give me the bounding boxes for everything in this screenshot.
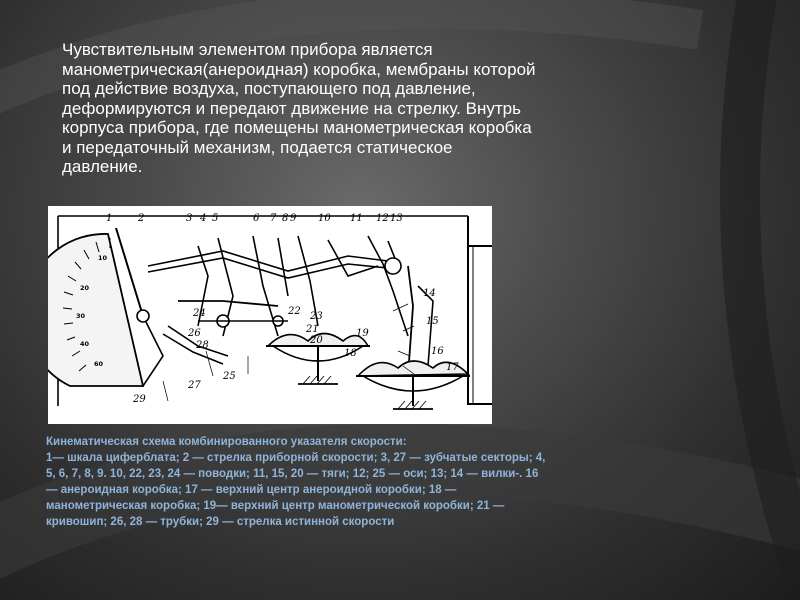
label-part-3: 3 [186,213,193,224]
label-part-27: 27 [188,380,201,391]
label-part-7: 7 [270,213,277,224]
label-part-28: 28 [196,340,209,351]
label-part-8: 8 [282,213,289,224]
label-part-25: 25 [223,371,236,382]
label-part-26: 26 [188,328,201,339]
label-part-22: 22 [288,306,301,317]
body-text: Чувствительным элементом прибора является манометрическая(анероидная) коробка, мембраны которой под действие воздуха, поступающего под давление, деформируются и передают движение на стрелку. Внутрь корпуса прибора, где помещены манометрическая коробка и передаточный механизм, подается статическое давление. [62,40,536,176]
label-part-18: 18 [344,348,357,359]
label-part-17: 17 [446,362,459,373]
dial-mark-20: 20 [80,284,90,292]
label-part-19: 19 [356,328,369,339]
label-part-2: 2 [138,213,145,224]
label-part-10: 10 [318,213,331,224]
dial-mark-30: 30 [76,312,86,320]
diagram-drawing [48,206,492,424]
label-part-12: 12 [376,213,389,224]
dial-mark-60: 60 [94,360,104,368]
label-part-1: 1 [106,213,113,224]
label-part-29: 29 [133,394,146,405]
label-part-20: 20 [310,335,323,346]
label-part-16: 16 [431,346,444,357]
label-part-24: 24 [193,308,206,319]
kinematic-diagram [48,206,492,424]
label-part-9: 9 [290,213,297,224]
label-part-21: 21 [306,324,319,335]
label-part-6: 6 [253,213,260,224]
label-part-5: 5 [212,213,219,224]
label-part-14: 14 [423,288,436,299]
figure-caption: Кинематическая схема комбинированного указателя скорости: 1— шкала циферблата; 2 — стрелка приборной скорости; 3, 27 — зубчатые секторы; 4, 5, 6, 7, 8, 9. 10, 22, 23, 24 — поводки; 11, 15, 20 — тяги; 12; 25 — оси; 13; 14 — вилки-. 16 — анероидная коробка; 17 — верхний центр анероидной коробки; 18 — манометрическая коробка; 19— верхний центр манометрической коробки; 21 — кривошип; 26, 28 — трубки; 29 — стрелка истинной скорости [46,436,546,528]
dial-mark-10: 10 [98,254,108,262]
label-part-23: 23 [310,311,323,322]
label-part-11: 11 [350,213,363,224]
dial-mark-40: 40 [80,340,90,348]
label-part-15: 15 [426,316,439,327]
label-part-4: 4 [200,213,207,224]
label-part-13: 13 [390,213,403,224]
